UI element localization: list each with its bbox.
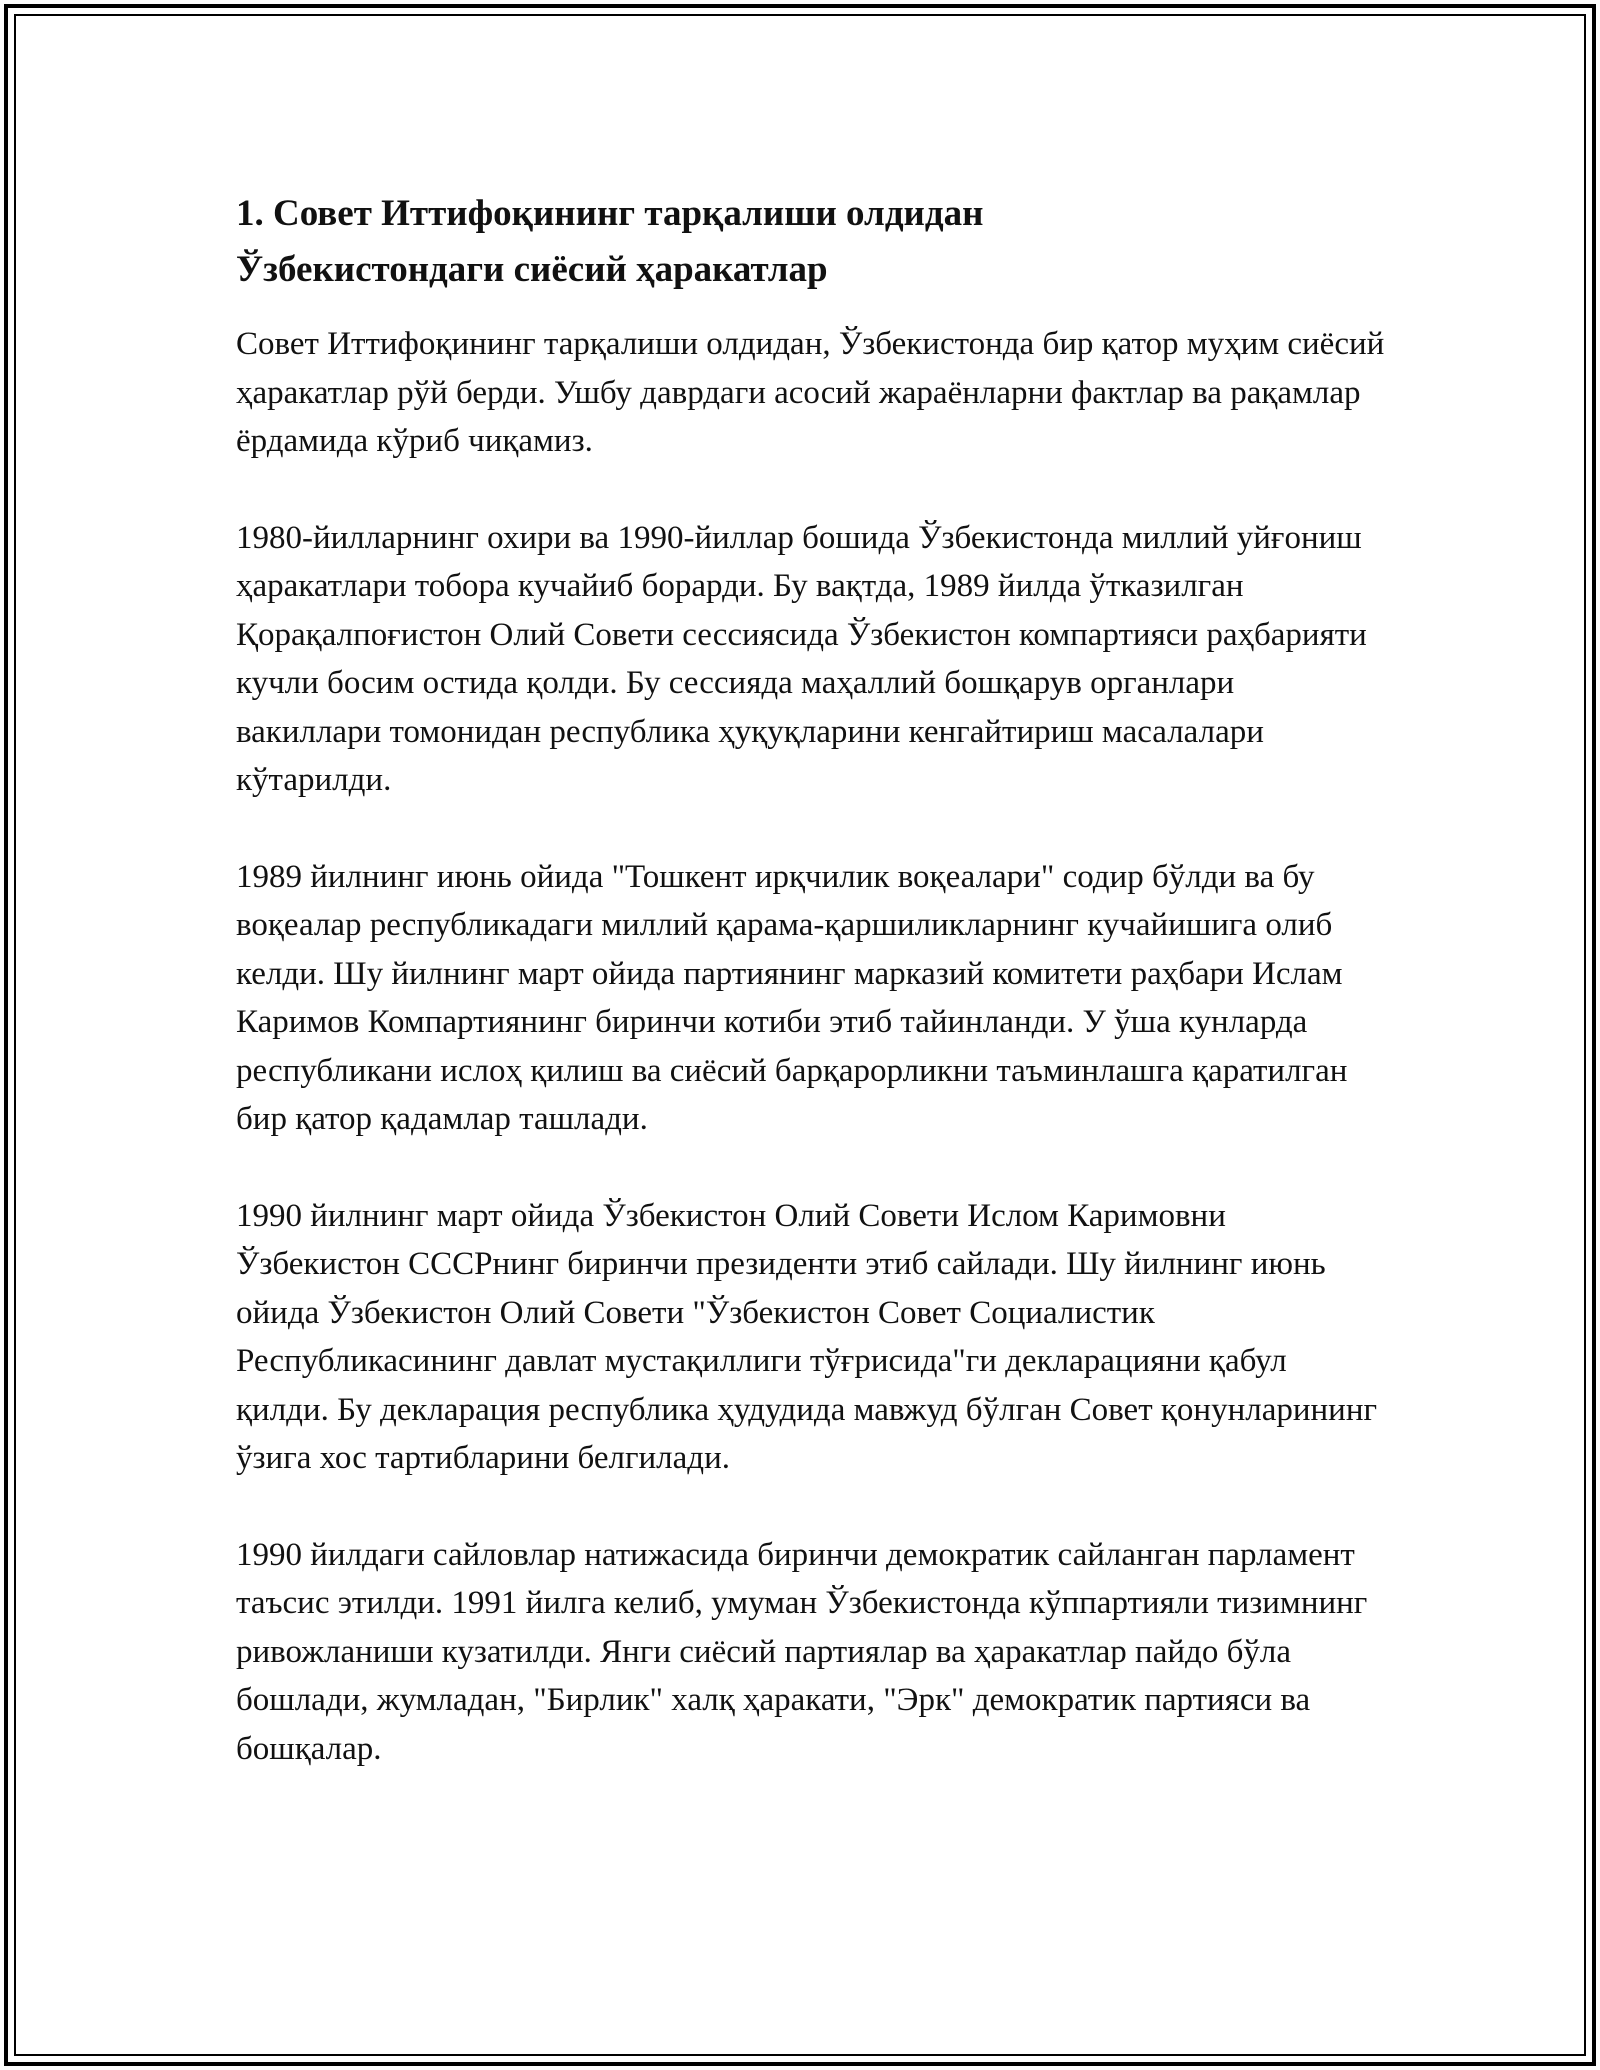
- document-title: 1. Совет Иттифоқининг тарқалиши олдидан Ўзбекистондаги сиёсий ҳаракатлар: [236, 193, 984, 290]
- document-body: [236, 186, 1386, 1821]
- paragraph-national-awakening: 1980-йилларнинг охири ва 1990-йиллар бошида Ўзбекистонда миллий уйғониш ҳаракатлари тобора кучайиб борарди. Бу вақтда, 1989 йилда ўтказилган Қорақалпоғистон Олий Совети сессиясида Ўзбекистон компартияси раҳбарияти кучли босим остида қолди. Бу сессияда маҳаллий бошқарув органлари вакиллари томонидан республика ҳуқуқларини кенгайтириш масалалари кўтарилди.: [236, 519, 1367, 798]
- paragraph-1989-events: 1989 йилнинг июнь ойида "Тошкент ирқчилик воқеалари" содир бўлди ва бу воқеалар республикадаги миллий қарама-қаршиликларнинг кучайишига олиб келди. Шу йилнинг март ойида партиянинг марказий комитети раҳбари Ислам Каримов Компартиянинг биринчи котиби этиб тайинланди. У ўша кунларда республикани ислоҳ қилиш ва сиёсий барқарорликни таъминлашга қаратилган бир қатор қадамлар ташлади.: [236, 858, 1348, 1137]
- paragraph-multiparty-system: 1990 йилдаги сайловлар натижасида биринчи демократик сайланган парламент таъсис этилди. 1991 йилга келиб, умуман Ўзбекистонда кўппартияли тизимнинг ривожланиши кузатилди. Янги сиёсий партиялар ва ҳаракатлар пайдо бўла бошлади, жумладан, "Бирлик" халқ ҳаракати, "Эрк" демократик партияси ва бошқалар.: [236, 1536, 1368, 1767]
- paragraph-intro: Совет Иттифоқининг тарқалиши олдидан, Ўзбекистонда бир қатор муҳим сиёсий ҳаракатлар рўй берди. Ушбу даврдаги асосий жараёнларни фактлар ва рақамлар ёрдамида кўриб чиқамиз.: [236, 326, 1385, 459]
- paragraph-1990-presidency: 1990 йилнинг март ойида Ўзбекистон Олий Совети Ислом Каримовни Ўзбекистон СССРнинг биринчи президенти этиб сайлади. Шу йилнинг июнь ойида Ўзбекистон Олий Совети "Ўзбекистон Совет Социалистик Республикасининг давлат мустақиллиги тўғрисида"ги декларацияни қабул қилди. Бу декларация республика ҳудудида мавжуд бўлган Совет қонунларининг ўзига хос тартибларини белгилади.: [236, 1197, 1378, 1476]
